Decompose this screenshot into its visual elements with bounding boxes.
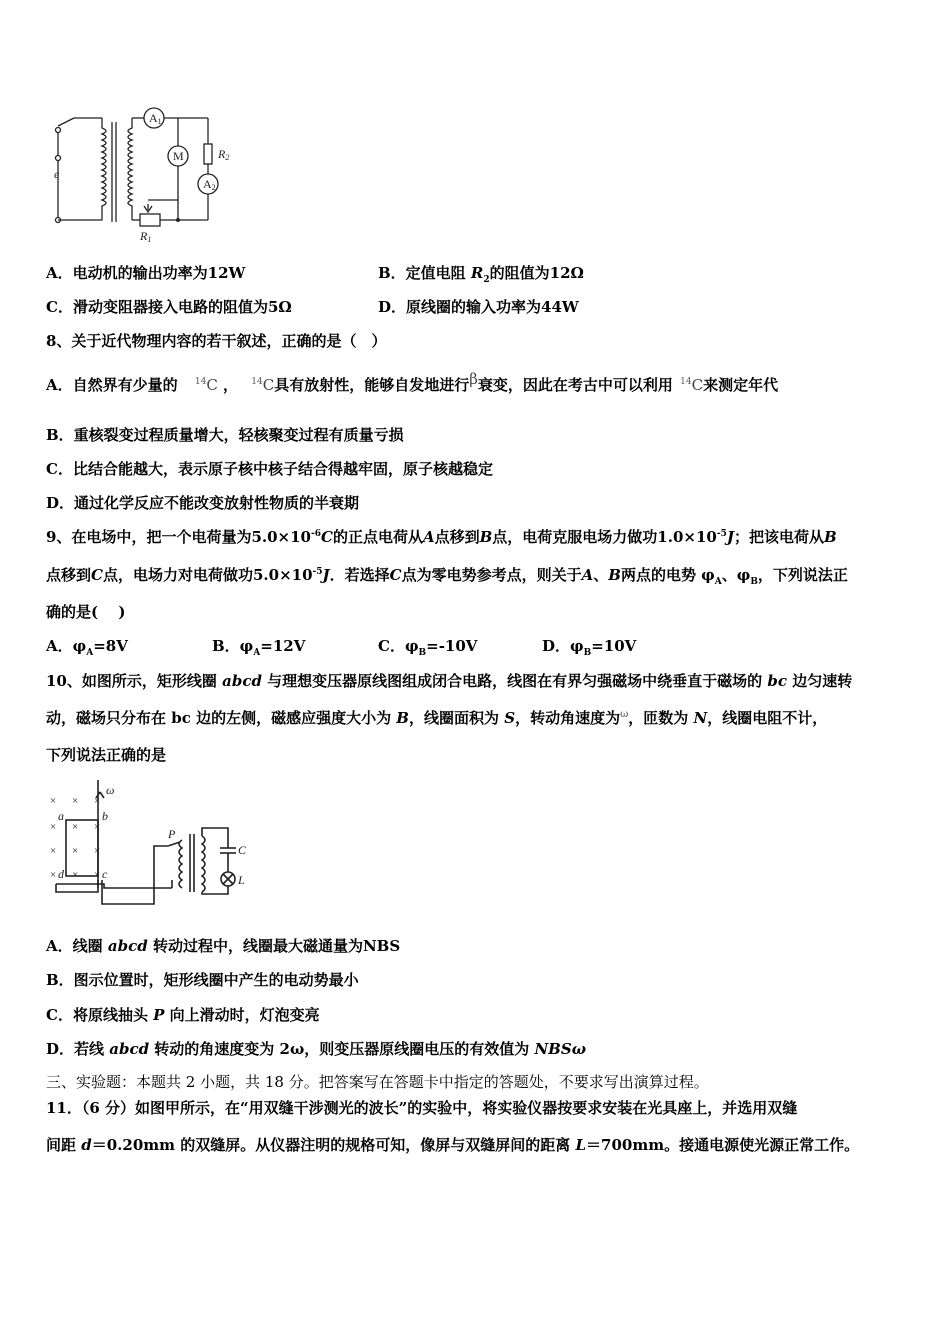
q9-l1-exp1: -6 (310, 529, 321, 539)
label-a2-sub: 2 (211, 183, 216, 192)
q7-option-c[interactable]: C．滑动变阻器接入电路的阻值为5Ω (46, 298, 292, 316)
q7-option-b-var: R (470, 264, 484, 282)
q9-a-sub: A (86, 648, 94, 658)
q9-l2-i: 、 (593, 566, 609, 584)
q9-l1-i: ；把该电荷从 (733, 528, 824, 546)
q7-option-a[interactable]: A．电动机的输出功率为12W (46, 264, 246, 282)
q9-l2-d: J (322, 566, 330, 584)
field-x-11: × (72, 869, 79, 881)
q9-l2-c: 点，电场力对电荷做功5.0×10 (102, 566, 313, 584)
svg-text:A1 (149, 111, 162, 126)
q9-d-sub: B (583, 648, 592, 658)
label-c: c (102, 867, 108, 881)
primary-coil (58, 118, 106, 220)
q8-stem: 8、关于近代物理内容的若干叙述，正确的是（ ） (46, 332, 387, 350)
q7-option-b-sub: 2 (483, 275, 490, 285)
field-x-3: × (94, 795, 101, 807)
q9-l1-j: B (823, 528, 837, 546)
q10-d-c: 转动的角速度变为 2ω，则变压器原线圈电压的有效值为 (149, 1040, 535, 1058)
label-r2: R (218, 147, 226, 161)
terminal-mid (56, 156, 61, 161)
junction-dot (176, 218, 180, 222)
q9-d-post: =10V (591, 637, 637, 655)
q9-a-pre: A．φ (46, 637, 87, 655)
q7-option-d[interactable]: D．原线圈的输入功率为44W (378, 298, 579, 316)
q10-l1-c: 与理想变压器原线图组成闭合电路，线图在有界匀强磁场中绕垂直于磁场的 (261, 672, 768, 690)
q11-l2-a: 间距 (46, 1136, 82, 1154)
q10-l2-d: S (504, 709, 516, 727)
label-b: b (102, 809, 108, 823)
q10-line-2 (46, 707, 827, 728)
terminal-top (56, 128, 61, 133)
q9-l2-m: ，下列说法正 (757, 566, 848, 584)
field-x-1: × (50, 795, 57, 807)
q9-l1-b: C (320, 528, 333, 546)
transformer-secondary (202, 836, 205, 892)
label-a1-sub: 1 (157, 117, 162, 126)
q9-option-a[interactable] (46, 635, 128, 658)
q10-l2-h: ，线圈电阻不计， (707, 709, 828, 727)
label-omega: ω (106, 783, 115, 797)
q10-line-1 (46, 670, 852, 691)
field-x-4: × (50, 821, 57, 833)
q10-d-d: NBSω (534, 1040, 586, 1058)
q10-c-b: P (153, 1006, 165, 1024)
q11-l2-e: ＝700mm。接通电源使光源正常工作。 (586, 1136, 860, 1154)
label-a1: A (149, 111, 158, 125)
q9-option-b[interactable] (212, 635, 305, 658)
q8-a-text-3: 衰变，因此在考古中可以利用 (477, 376, 673, 394)
q9-l2-k: 两点的电势 φ (620, 566, 715, 584)
q7-option-b-post: 的阻值为12Ω (489, 264, 584, 282)
q9-l2-exp: -5 (312, 567, 323, 577)
q8-option-d[interactable]: D．通过化学反应不能改变放射性物质的半衰期 (46, 494, 360, 512)
isotope-mass-2: 14 (251, 377, 263, 387)
q9-l1-e: 点移到 (434, 528, 480, 546)
q9-l2-l: 、φ (721, 566, 751, 584)
q9-l1-a: 9、在电场中，把一个电荷量为5.0×10 (46, 528, 311, 546)
q9-line-1 (46, 526, 837, 547)
field-x-8: × (72, 845, 79, 857)
q10-l2-b: B (396, 709, 409, 727)
q9-l2-sb: B (750, 577, 758, 587)
q10-c-a: C．将原线抽头 (46, 1006, 154, 1024)
label-p: P (168, 827, 176, 841)
label-r1: R (140, 229, 148, 242)
q9-line-3: 确的是( ) (46, 603, 126, 621)
label-m: M (173, 149, 184, 163)
q10-l2-g: N (693, 709, 708, 727)
lead-wire-1 (56, 880, 98, 892)
q10-a-c: 转动过程中，线圈最大磁通量为NBS (147, 937, 401, 955)
q9-c-post: =-10V (426, 637, 478, 655)
q10-d-b: abcd (109, 1040, 150, 1058)
q9-l1-d: A (422, 528, 435, 546)
label-r2-sub: 2 (225, 153, 230, 162)
q8-option-c[interactable]: C．比结合能越大，表示原子核中核子结合得越牢固，原子核越稳定 (46, 460, 493, 478)
q10-a-b: abcd (107, 937, 148, 955)
field-x-7: × (50, 845, 57, 857)
q7-circuit-figure (44, 100, 244, 242)
q8-option-b[interactable]: B．重核裂变过程质量增大，轻核聚变过程有质量亏损 (46, 426, 404, 444)
switch-lever (58, 118, 74, 126)
q9-l1-f: B (479, 528, 493, 546)
field-x-9: × (94, 845, 101, 857)
q9-l2-g: 点为零电势参考点，则关于 (401, 566, 582, 584)
lamp-cross (223, 874, 233, 884)
q9-c-pre: C．φ (378, 637, 419, 655)
q10-a-a: A．线圈 (46, 937, 108, 955)
q10-l2-f: ，匝数为 (628, 709, 694, 727)
label-a2: A (203, 177, 212, 191)
field-x-2: × (72, 795, 79, 807)
q9-l2-b: C (91, 566, 103, 584)
q11-l2-d: L (575, 1136, 587, 1154)
q9-a-post: =8V (93, 637, 128, 655)
q10-l1-b: abcd (222, 672, 262, 690)
q9-option-c[interactable] (378, 635, 477, 658)
q10-l1-e: 边匀速转 (787, 672, 853, 690)
label-lamp: L (238, 873, 245, 887)
resistor-r2 (204, 144, 212, 164)
q7-option-b[interactable] (378, 262, 584, 285)
transformer-primary (179, 840, 182, 888)
q9-option-d[interactable] (542, 635, 636, 658)
q10-option-a[interactable] (46, 935, 400, 956)
isotope-mass-1: 14 (194, 377, 207, 387)
field-x-10: × (50, 869, 57, 881)
q9-l1-h: J (726, 528, 734, 546)
q9-l2-a: 点移到 (46, 566, 92, 584)
q10-option-b[interactable]: B．图示位置时，矩形线圈中产生的电动势最小 (46, 971, 359, 989)
q9-l2-f: C (389, 566, 402, 584)
q9-l2-h: A (581, 566, 594, 584)
field-x-12: × (94, 869, 101, 881)
q8-a-text-4: 来测定年代 (703, 376, 779, 394)
q8-a-text-1: A．自然界有少量的 (46, 376, 178, 394)
q10-option-c[interactable] (46, 1004, 320, 1025)
q10-l1-d: bc (767, 672, 788, 690)
q7-option-b-pre: B．定值电阻 (378, 264, 471, 282)
rheostat-slider (144, 204, 152, 212)
q9-l2-sa: A (714, 577, 722, 587)
q9-l1-c: 的正点电荷从 (332, 528, 423, 546)
svg-text:R2 (217, 147, 229, 162)
q10-l2-c: ，线圈面积为 (408, 709, 505, 727)
q8-option-a[interactable] (46, 370, 778, 395)
section-3-heading: 三、实验题：本题共 2 小题，共 18 分。把答案写在答题卡中指定的答题处，不要求写出演算过程。 (46, 1073, 709, 1091)
q9-l2-e: ．若选择 (329, 566, 390, 584)
q8-a-sep: ， (223, 376, 239, 394)
q9-b-sub: A (253, 648, 261, 658)
q10-coil-figure (44, 780, 254, 908)
svg-text:A2 (203, 177, 216, 192)
q11-l2-c: ＝0.20mm 的双缝屏。从仪器注明的规格可知，像屏与双缝屏间的距离 (91, 1136, 576, 1154)
q11-l2-b: d (81, 1136, 92, 1154)
isotope-mass-3: 14 (680, 377, 692, 387)
q10-option-d[interactable] (46, 1038, 586, 1059)
q9-l2-j: B (608, 566, 621, 584)
q9-b-post: =12V (260, 637, 306, 655)
q9-c-sub: B (418, 648, 427, 658)
label-d: d (58, 867, 64, 881)
q9-l1-exp2: -5 (716, 529, 727, 539)
lead-wire-2 (102, 846, 168, 904)
beta-symbol: β (469, 370, 478, 388)
field-x-5: × (72, 821, 79, 833)
isotope-symbol-3: C (691, 376, 704, 394)
q9-line-2 (46, 564, 848, 587)
secondary-wire-top (202, 828, 228, 848)
label-r1-sub: 1 (147, 235, 152, 242)
q11-line-2 (46, 1134, 859, 1155)
secondary-wire-bottom (202, 886, 228, 894)
rheostat-r1 (140, 214, 160, 226)
q10-line-3: 下列说法正确的是 (46, 746, 167, 764)
label-a: a (58, 809, 64, 823)
q9-b-pre: B．φ (212, 637, 254, 655)
q9-l1-g: 点，电荷克服电场力做功1.0×10 (492, 528, 717, 546)
q8-a-text-2: 具有放射性，能够自发地进行 (274, 376, 470, 394)
q11-line-1: 11．（6 分）如图甲所示，在“用双缝干涉测光的波长”的实验中，将实验仪器按要求安装在光具座上，并选用双缝 (46, 1099, 798, 1117)
q10-l2-a: 动，磁场只分布在 bc 边的左侧，磁感应强度大小为 (46, 709, 397, 727)
q9-d-pre: D．φ (542, 637, 584, 655)
label-e: e (54, 167, 60, 181)
label-cap: C (238, 843, 247, 857)
isotope-symbol-2: C (262, 376, 275, 394)
q10-c-c: 向上滑动时，灯泡变亮 (164, 1006, 320, 1024)
q10-l1-a: 10、如图所示，矩形线圈 (46, 672, 223, 690)
field-x-6: × (94, 821, 101, 833)
q10-d-a: D．若线 (46, 1040, 110, 1058)
isotope-symbol-1: C (206, 376, 218, 394)
q10-l2-e: ，转动角速度为 (515, 709, 621, 727)
secondary-coil (128, 118, 132, 220)
q10-omega: ω (620, 709, 629, 720)
svg-text:R1 (139, 229, 151, 242)
